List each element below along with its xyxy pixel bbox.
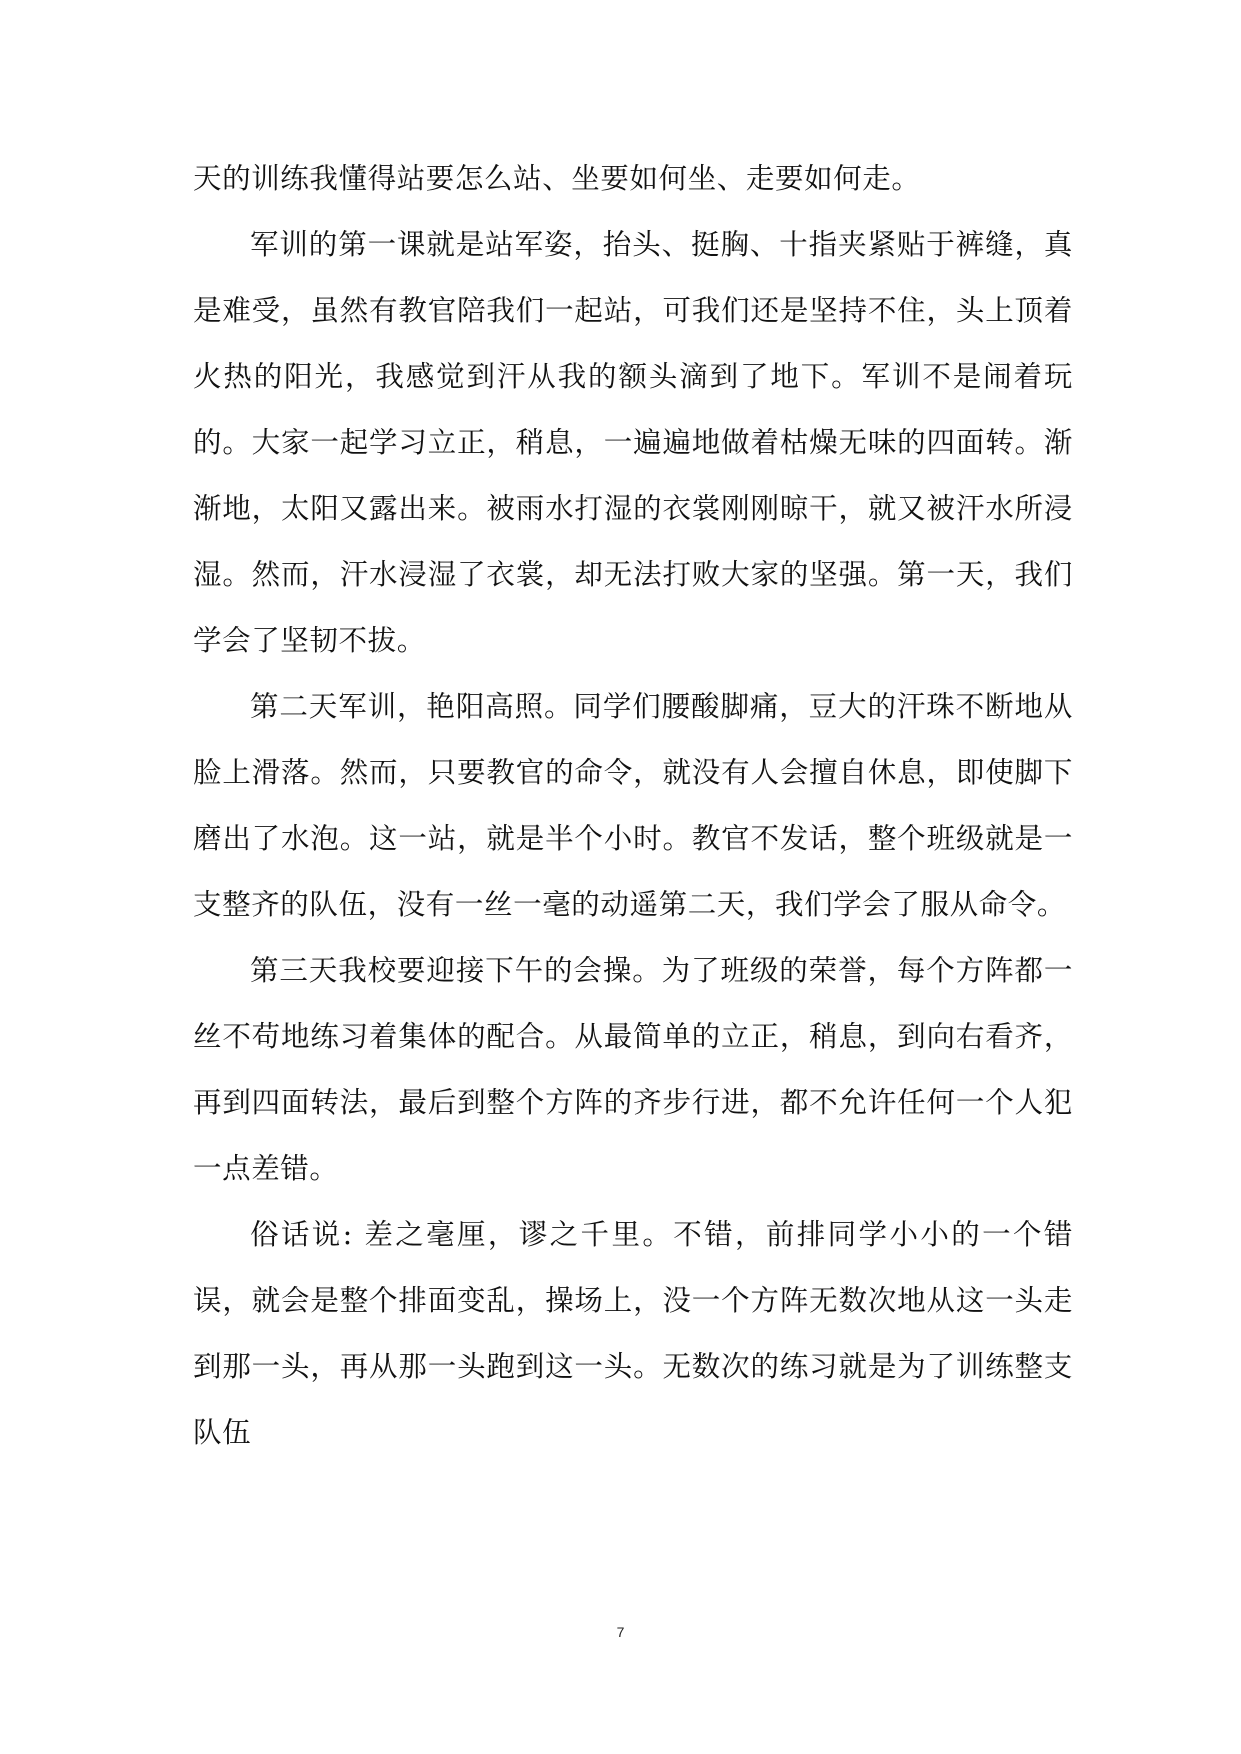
- paragraph-4: 第三天我校要迎接下午的会操。为了班级的荣誉，每个方阵都一丝不苟地练习着集体的配合。从最简单的立正，稍息，到向右看齐，再到四面转法，最后到整个方阵的齐步行进，都不允许任何一个人犯一点差错。: [193, 954, 1073, 1185]
- body-text: [193, 146, 1073, 1466]
- paragraph-2: 军训的第一课就是站军姿，抬头、挺胸、十指夹紧贴于裤缝，真是难受，虽然有教官陪我们一起站，可我们还是坚持不住，头上顶着火热的阳光，我感觉到汗从我的额头滴到了地下。军训不是闹着玩的。大家一起学习立正，稍息，一遍遍地做着枯燥无味的四面转。渐渐地，太阳又露出来。被雨水打湿的衣裳刚刚晾干，就又被汗水所浸湿。然而，汗水浸湿了衣裳，却无法打败大家的坚强。第一天，我们学会了坚韧不拔。: [193, 228, 1073, 657]
- paragraph-5: 俗话说: 差之毫厘，谬之千里。不错，前排同学小小的一个错误，就会是整个排面变乱，操场上，没一个方阵无数次地从这一头走到那一头，再从那一头跑到这一头。无数次的练习就是为了训练整支队伍: [193, 1218, 1073, 1449]
- paragraph-1: 天的训练我懂得站要怎么站、坐要如何坐、走要如何走。: [193, 162, 921, 195]
- paragraph-3: 第二天军训，艳阳高照。同学们腰酸脚痛，豆大的汗珠不断地从脸上滑落。然而，只要教官的命令，就没有人会擅自休息，即使脚下磨出了水泡。这一站，就是半个小时。教官不发话，整个班级就是一支整齐的队伍，没有一丝一毫的动遥第二天，我们学会了服从命令。: [193, 690, 1073, 921]
- page-number: 7: [616, 1624, 625, 1640]
